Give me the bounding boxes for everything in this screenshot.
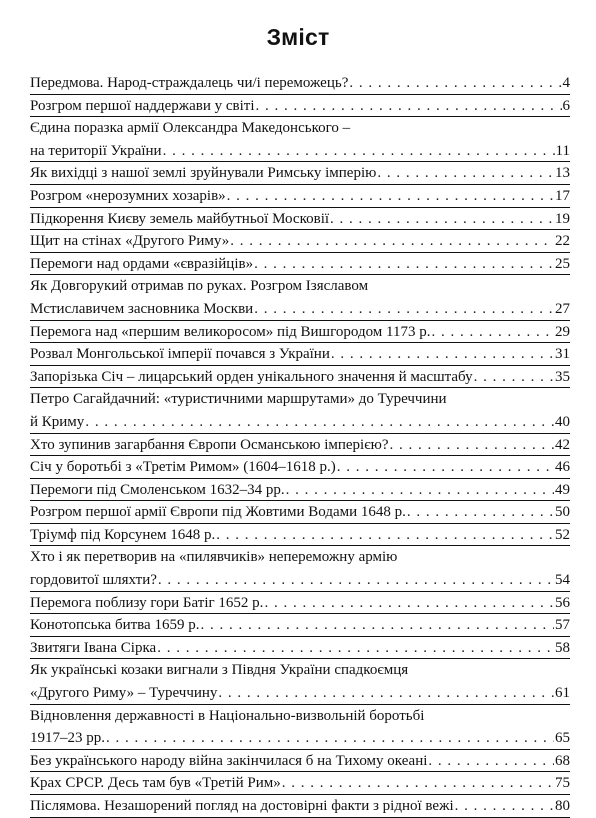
dot-leader bbox=[349, 72, 561, 95]
toc-entry-title: гордовитої шляхти? bbox=[30, 572, 157, 589]
toc-entry[interactable] bbox=[30, 705, 570, 750]
toc-page-number: 52 bbox=[555, 526, 570, 543]
toc-entry-title: Відновлення державності в Національно-визвольній боротьбі bbox=[30, 707, 425, 724]
toc-entry-title: Крах СРСР. Десь там був «Третій Рим» bbox=[30, 775, 281, 792]
toc-entry[interactable] bbox=[30, 343, 570, 366]
dot-leader bbox=[330, 208, 554, 231]
dot-leader bbox=[286, 479, 554, 502]
toc-entry[interactable] bbox=[30, 501, 570, 524]
toc-entry-title: Конотопська битва 1659 р. bbox=[30, 617, 200, 634]
toc-page-number: 42 bbox=[555, 436, 570, 453]
toc-entry-title: Розгром першої наддержави у світі bbox=[30, 97, 255, 114]
toc-page-number: 27 bbox=[555, 300, 570, 317]
toc-entry-title: Хто зупинив загарбання Європи Османською імперією? bbox=[30, 436, 389, 453]
toc-entry[interactable] bbox=[30, 524, 570, 547]
toc-page-number: 68 bbox=[555, 752, 570, 769]
toc-entry[interactable] bbox=[30, 230, 570, 253]
toc-entry[interactable] bbox=[30, 162, 570, 185]
toc-entry[interactable] bbox=[30, 772, 570, 795]
toc-entry-title: Перемога поблизу гори Батіг 1652 р. bbox=[30, 594, 264, 611]
toc-entry-title: Як українські козаки вигнали з Півдня України спадкоємця bbox=[30, 662, 409, 679]
dot-leader bbox=[256, 95, 562, 118]
toc-entry[interactable] bbox=[30, 321, 570, 344]
table-of-contents bbox=[30, 72, 570, 818]
toc-entry-title: 1917–23 рр. bbox=[30, 730, 105, 747]
toc-entry-title: Щит на стінах «Другого Риму» bbox=[30, 233, 230, 250]
toc-entry-title: на території України bbox=[30, 142, 162, 159]
toc-page-number: 19 bbox=[555, 210, 570, 227]
dot-leader bbox=[254, 298, 554, 321]
toc-page-number: 75 bbox=[555, 775, 570, 792]
toc-entry[interactable] bbox=[30, 750, 570, 773]
toc-entry[interactable] bbox=[30, 72, 570, 95]
toc-page-number: 13 bbox=[555, 165, 570, 182]
toc-page-number: 49 bbox=[555, 481, 570, 498]
toc-entry-title: «Другого Риму» – Туреччину bbox=[30, 685, 218, 702]
toc-page-number: 17 bbox=[555, 187, 570, 204]
toc-entry[interactable] bbox=[30, 456, 570, 479]
dot-leader bbox=[331, 343, 554, 366]
dot-leader bbox=[230, 230, 554, 253]
toc-page-number: 6 bbox=[562, 97, 570, 114]
dot-leader bbox=[432, 321, 555, 344]
dot-leader bbox=[157, 637, 554, 660]
toc-entry-title: Січ у боротьбі з «Третім Римом» (1604–1618 р.) bbox=[30, 459, 336, 476]
toc-entry[interactable] bbox=[30, 388, 570, 433]
toc-entry[interactable] bbox=[30, 366, 570, 389]
toc-entry-title: Перемоги під Смоленськом 1632–34 рр. bbox=[30, 481, 285, 498]
toc-entry-title: Як Довгорукий отримав по руках. Розгром Ізяславом bbox=[30, 278, 369, 295]
toc-entry-title: й Криму bbox=[30, 413, 85, 430]
dot-leader bbox=[163, 140, 555, 163]
dot-leader bbox=[455, 795, 554, 818]
toc-entry[interactable] bbox=[30, 117, 570, 162]
dot-leader bbox=[337, 456, 554, 479]
dot-leader bbox=[264, 592, 554, 615]
toc-entry[interactable] bbox=[30, 592, 570, 615]
toc-page-number: 58 bbox=[555, 639, 570, 656]
toc-page-number: 54 bbox=[555, 572, 570, 589]
toc-entry-title: Перемога над «першим великоросом» під Вишгородом 1173 р. bbox=[30, 323, 431, 340]
toc-entry-title: Хто і як перетворив на «пилявчиків» непереможну армію bbox=[30, 549, 398, 566]
toc-entry[interactable] bbox=[30, 275, 570, 320]
dot-leader bbox=[85, 411, 554, 434]
dot-leader bbox=[254, 253, 554, 276]
toc-page-number: 65 bbox=[555, 730, 570, 747]
toc-entry[interactable] bbox=[30, 208, 570, 231]
toc-entry-title: Тріумф під Корсунем 1648 р. bbox=[30, 526, 216, 543]
toc-entry-title: Єдина поразка армії Олександра Македонського – bbox=[30, 120, 351, 137]
toc-entry-title: Звитяги Івана Сірка bbox=[30, 639, 157, 656]
toc-entry[interactable] bbox=[30, 434, 570, 457]
toc-entry-title: Мстиславичем засновника Москви bbox=[30, 300, 254, 317]
toc-entry[interactable] bbox=[30, 614, 570, 637]
toc-page-number: 31 bbox=[555, 346, 570, 363]
dot-leader bbox=[200, 614, 554, 637]
dot-leader bbox=[377, 162, 554, 185]
toc-entry[interactable] bbox=[30, 795, 570, 818]
toc-page-number: 61 bbox=[555, 685, 570, 702]
toc-entry[interactable] bbox=[30, 95, 570, 118]
toc-page-number: 46 bbox=[555, 459, 570, 476]
toc-entry-title: Післямова. Незашорений погляд на достовірні факти з рідної вежі bbox=[30, 798, 454, 814]
dot-leader bbox=[216, 524, 554, 547]
page-title: Зміст bbox=[266, 24, 330, 50]
toc-entry-title: Розгром першої армії Європи під Жовтими Водами 1648 р. bbox=[30, 504, 406, 521]
toc-page-number: 57 bbox=[555, 617, 570, 634]
toc-entry[interactable] bbox=[30, 637, 570, 660]
toc-entry[interactable] bbox=[30, 185, 570, 208]
toc-page-number: 50 bbox=[555, 504, 570, 521]
toc-page-number: 29 bbox=[555, 323, 570, 340]
toc-entry[interactable] bbox=[30, 253, 570, 276]
toc-entry-title: Перемоги над ордами «євразійців» bbox=[30, 255, 254, 272]
toc-page-number: 25 bbox=[555, 255, 570, 272]
toc-page-number: 56 bbox=[555, 594, 570, 611]
toc-entry-title: Розвал Монгольської імперії почався з України bbox=[30, 346, 330, 363]
toc-entry-title: Розгром «нерозумних хозарів» bbox=[30, 187, 226, 204]
dot-leader bbox=[158, 569, 554, 592]
toc-page-number: 11 bbox=[555, 142, 570, 159]
toc-page-number: 4 bbox=[562, 75, 570, 91]
dot-leader bbox=[106, 727, 554, 750]
toc-page-number: 40 bbox=[555, 413, 570, 430]
toc-page-number: 35 bbox=[555, 368, 570, 385]
toc-entry-title: Передмова. Народ-страждалець чи/і переможець? bbox=[30, 75, 349, 91]
toc-entry-title: Без українського народу війна закінчилася б на Тихому океані bbox=[30, 752, 428, 769]
dot-leader bbox=[390, 434, 554, 457]
toc-entry[interactable] bbox=[30, 659, 570, 704]
toc-entry-title: Як вихідці з нашої землі зруйнували Римську імперію bbox=[30, 165, 377, 182]
toc-entry-title: Петро Сагайдачний: «туристичними маршрутами» до Туреччини bbox=[30, 391, 447, 408]
dot-leader bbox=[474, 366, 554, 389]
toc-entry[interactable] bbox=[30, 479, 570, 502]
dot-leader bbox=[428, 750, 554, 773]
dot-leader bbox=[218, 682, 554, 705]
toc-entry-title: Запорізька Січ – лицарський орден унікального значення й масштабу bbox=[30, 368, 473, 385]
dot-leader bbox=[227, 185, 554, 208]
dot-leader bbox=[282, 772, 554, 795]
toc-page-number: 22 bbox=[555, 233, 570, 250]
toc-entry-title: Підкорення Києву земель майбутньої Московії bbox=[30, 210, 330, 227]
toc-page-number: 80 bbox=[555, 798, 570, 814]
dot-leader bbox=[407, 501, 554, 524]
toc-entry[interactable] bbox=[30, 546, 570, 591]
